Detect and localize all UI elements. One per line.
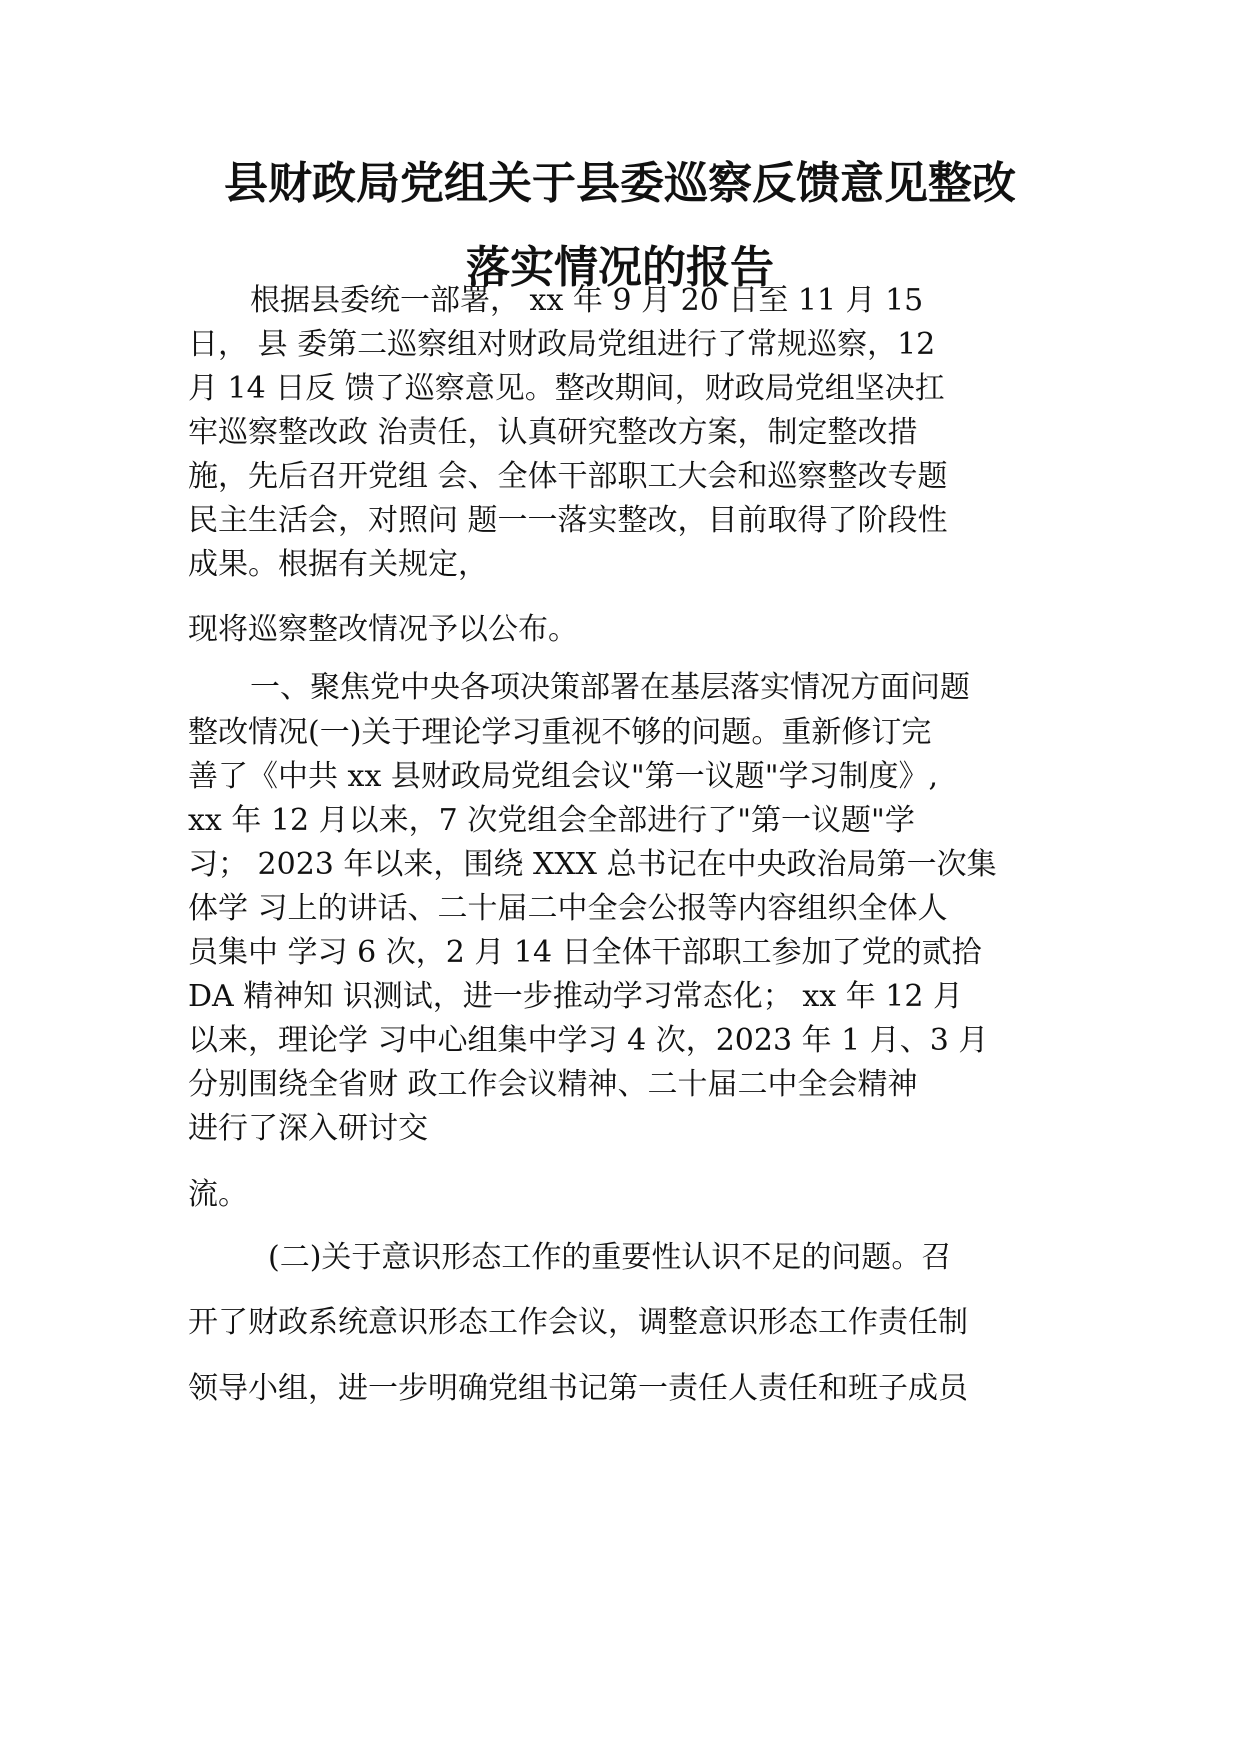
paragraph-line: 流。 [188, 1177, 248, 1212]
paragraph-line: 民主生活会，对照问 题一一落实整改，目前取得了阶段性 [188, 503, 948, 538]
paragraph-line: 日， 县 委第二巡察组对财政局党组进行了常规巡察，12 [188, 327, 936, 362]
paragraph-line: 开了财政系统意识形态工作会议，调整意识形态工作责任制 [188, 1305, 968, 1340]
paragraph-line: 以来，理论学 习中心组集中学习 4 次，2023 年 1 月、3 月 [188, 1023, 989, 1058]
paragraph-line: 进行了深入研讨交 [188, 1111, 428, 1146]
section-heading-line: (二)关于意识形态工作的重要性认识不足的问题。召 [268, 1240, 952, 1275]
paragraph-line: xx 年 12 月以来，7 次党组会全部进行了"第一议题"学 [188, 803, 915, 838]
paragraph-line: 成果。根据有关规定， [188, 547, 488, 582]
paragraph-line: 牢巡察整改政 治责任，认真研究整改方案，制定整改措 [188, 415, 918, 450]
document-title-line-1: 县财政局党组关于县委巡察反馈意见整改 [224, 158, 1016, 209]
paragraph-line: 现将巡察整改情况予以公布。 [188, 612, 578, 647]
section-heading-line: 一、聚焦党中央各项决策部署在基层落实情况方面问题 [250, 670, 970, 705]
paragraph-line: 施，先后召开党组 会、全体干部职工大会和巡察整改专题 [188, 459, 948, 494]
paragraph-line: 善了《中共 xx 县财政局党组会议"第一议题"学习制度》, [188, 759, 939, 794]
paragraph-line: 月 14 日反 馈了巡察意见。整改期间，财政局党组坚决扛 [188, 371, 945, 406]
paragraph-line: 体学 习上的讲话、二十届二中全会公报等内容组织全体人 [188, 891, 948, 926]
paragraph-line: 分别围绕全省财 政工作会议精神、二十届二中全会精神 [188, 1067, 918, 1102]
paragraph-line: 整改情况(一)关于理论学习重视不够的问题。重新修订完 [188, 715, 932, 750]
paragraph-line: DA 精神知 识测试，进一步推动学习常态化； xx 年 12 月 [188, 979, 963, 1014]
paragraph-line: 领导小组，进一步明确党组书记第一责任人责任和班子成员 [188, 1371, 968, 1406]
document-title-line-2: 落实情况的报告 [466, 242, 774, 293]
paragraph-line: 习； 2023 年以来，围绕 XXX 总书记在中央政治局第一次集 [188, 847, 997, 882]
paragraph-line: 根据县委统一部署， xx 年 9 月 20 日至 11 月 15 [250, 283, 924, 318]
paragraph-line: 员集中 学习 6 次，2 月 14 日全体干部职工参加了党的贰拾 [188, 935, 982, 970]
